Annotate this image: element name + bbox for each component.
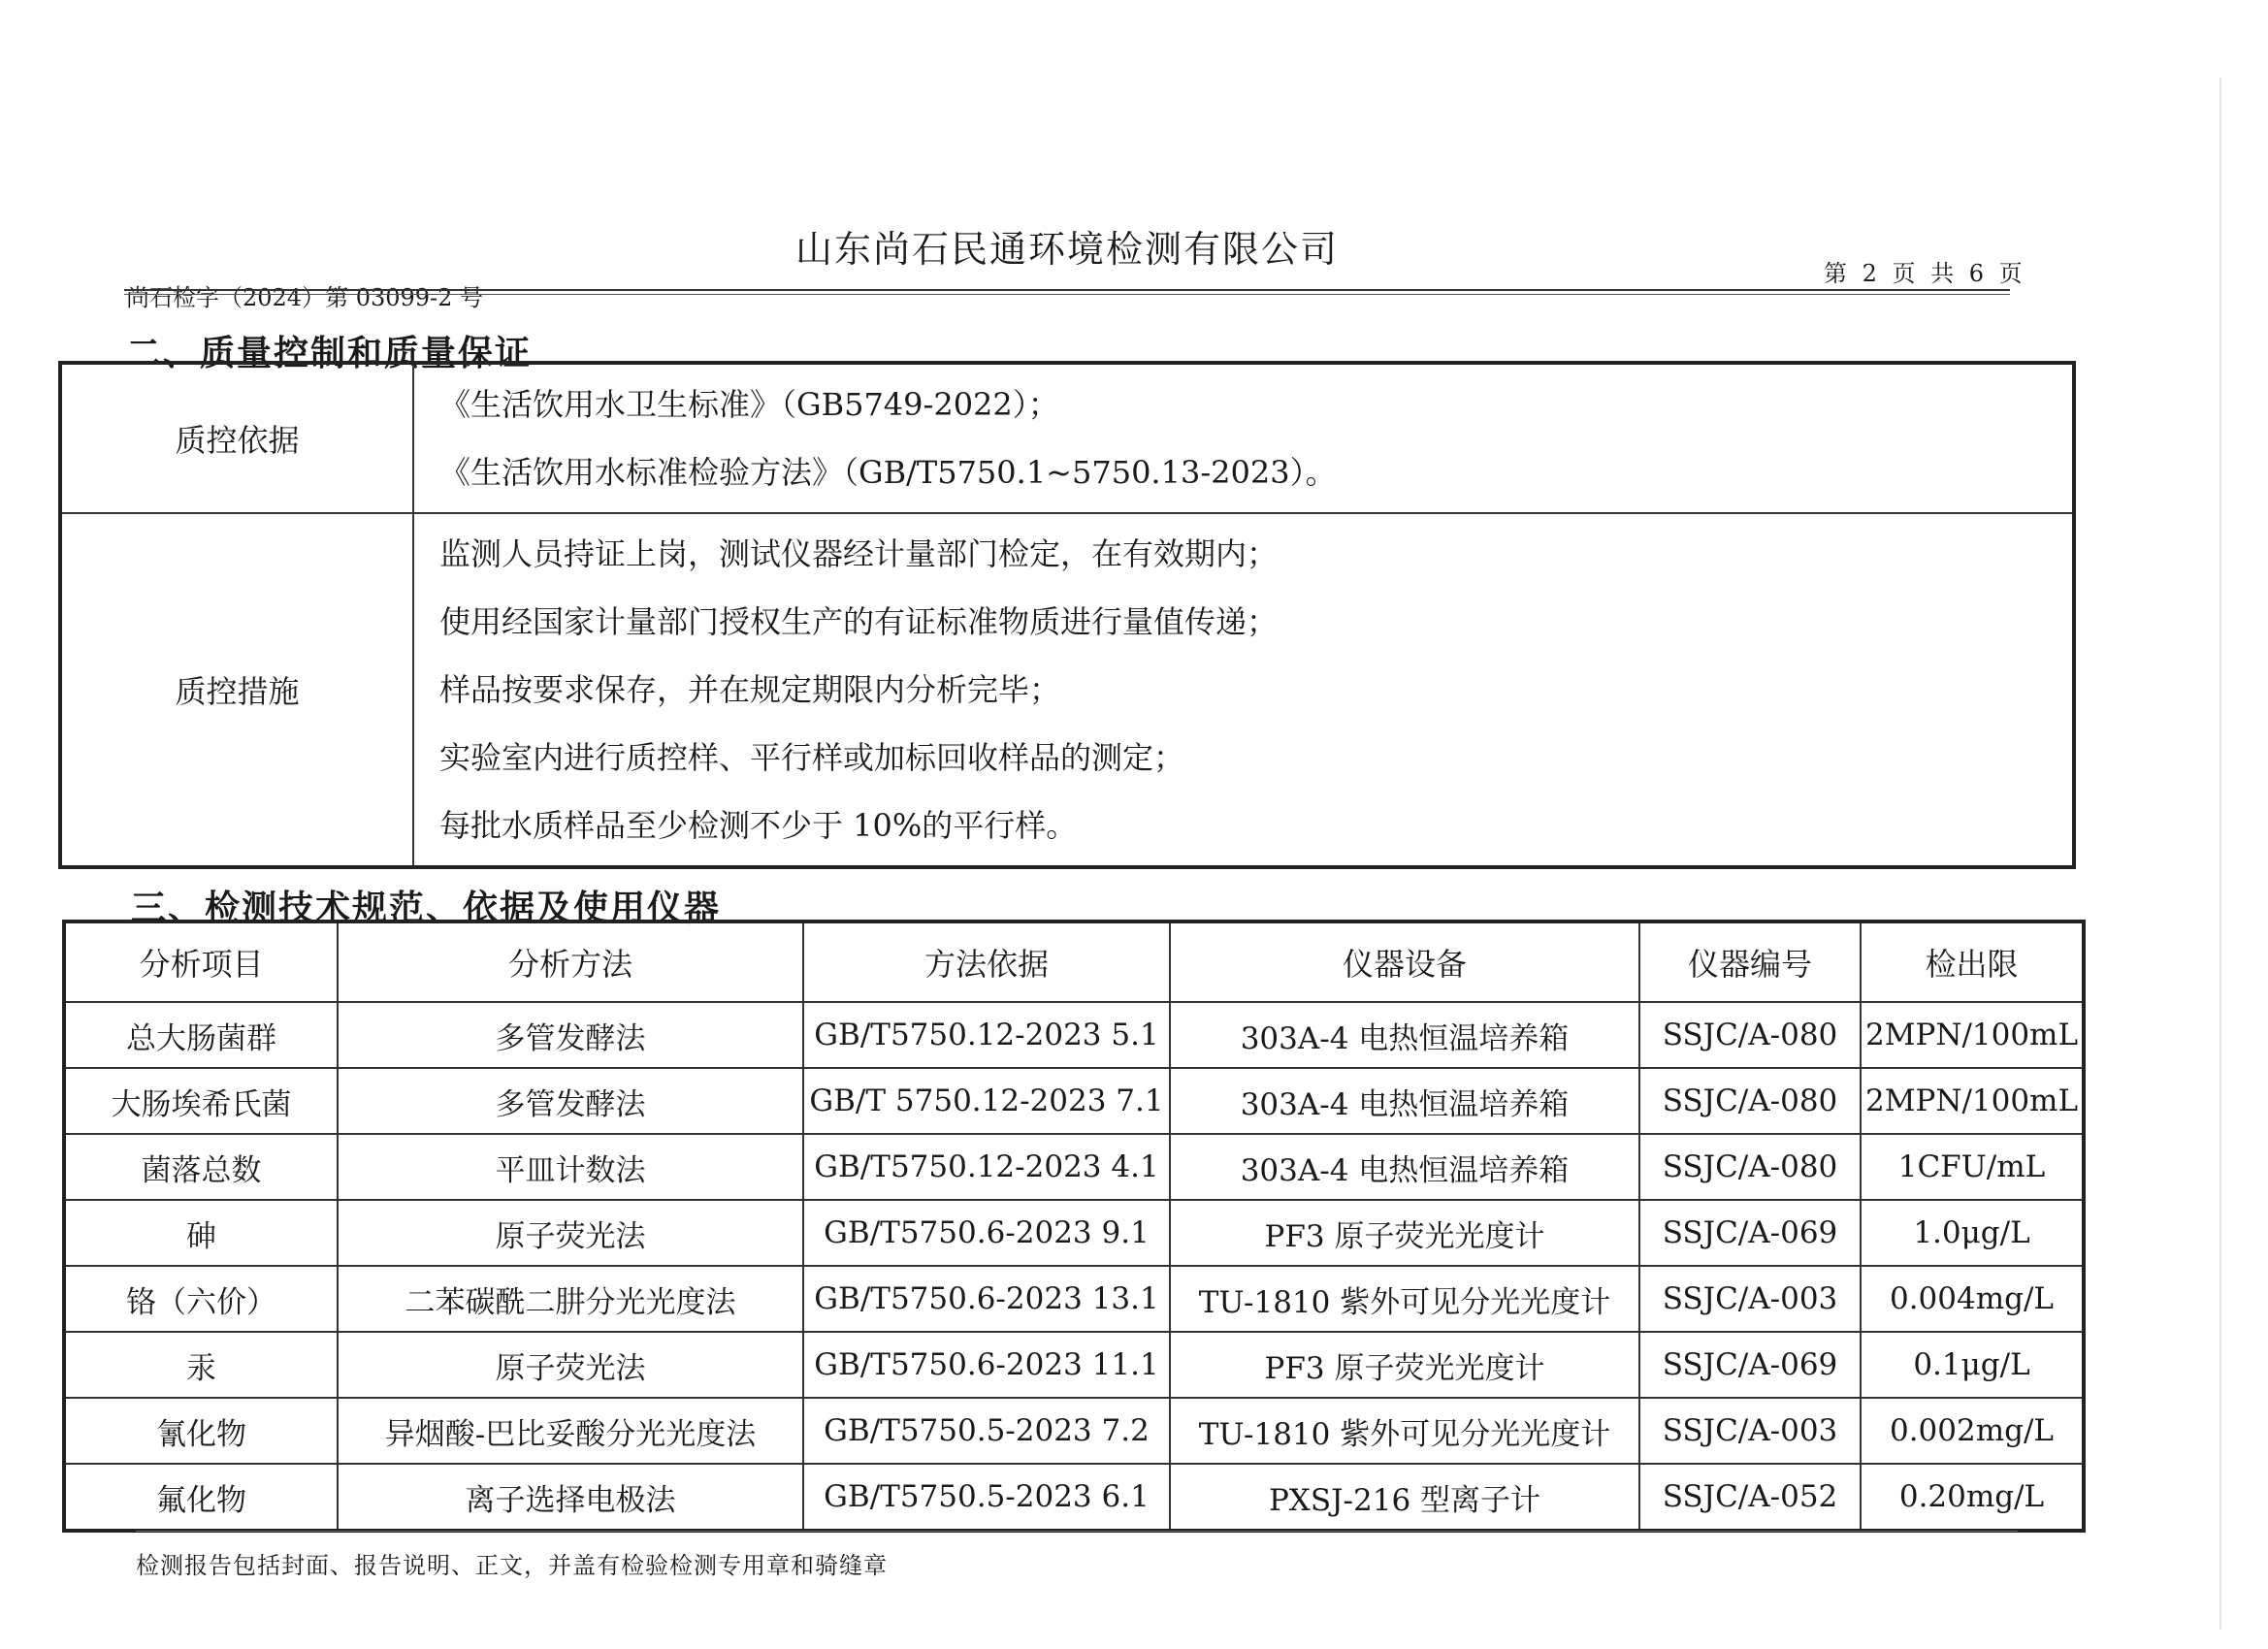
company-name: 山东尚石民通环境检测有限公司 [794,228,1339,271]
report-number: 尚石检字（2024）第 03099-2 号 [126,284,484,311]
qc-measure-line: 样品按要求保存，并在规定期限内分析完毕； [439,671,1061,708]
cell-basis: GB/T5750.5-2023 6.1 [803,1464,1170,1531]
cell-instrument-no: SSJC/A-069 [1639,1200,1861,1266]
cell-method: 原子荧光法 [338,1332,803,1398]
table-row [64,1266,2084,1332]
cell-item: 氰化物 [64,1398,338,1464]
cell-instrument: PXSJ-216 型离子计 [1170,1464,1639,1531]
qc-row-basis [60,363,2074,513]
cell-basis: GB/T 5750.12-2023 7.1 [803,1068,1170,1134]
cell-basis: GB/T5750.6-2023 13.1 [803,1266,1170,1332]
methods-header-row [64,922,2084,1002]
cell-instrument-no: SSJC/A-080 [1639,1068,1861,1134]
cell-instrument: TU-1810 紫外可见分光光度计 [1170,1398,1639,1464]
table-row [64,1332,2084,1398]
cell-instrument: 303A-4 电热恒温培养箱 [1170,1134,1639,1200]
cell-instrument-no: SSJC/A-080 [1639,1002,1861,1068]
cell-item: 大肠埃希氏菌 [64,1068,338,1134]
cell-item: 总大肠菌群 [64,1002,338,1068]
qc-measure-line: 每批水质样品至少检测不少于 10%的平行样。 [439,807,1078,844]
page-number: 第 2 页 共 6 页 [1824,260,2026,287]
cell-method: 平皿计数法 [338,1134,803,1200]
cell-detection-limit: 1.0μg/L [1861,1200,2084,1266]
col-header-item: 分析项目 [64,922,338,1002]
cell-basis: GB/T5750.5-2023 7.2 [803,1398,1170,1464]
cell-item: 氟化物 [64,1464,338,1531]
cell-instrument: TU-1810 紫外可见分光光度计 [1170,1266,1639,1332]
cell-detection-limit: 0.004mg/L [1861,1266,2084,1332]
qc-measure-line: 使用经国家计量部门授权生产的有证标准物质进行量值传递； [439,603,1279,640]
table-row [64,1398,2084,1464]
table-row [64,1134,2084,1200]
qc-content-basis [413,363,2074,513]
quality-control-table [58,361,2076,869]
cell-method: 多管发酵法 [338,1068,803,1134]
col-header-method: 分析方法 [338,922,803,1002]
col-header-detection-limit: 检出限 [1861,922,2084,1002]
section-quality-title: 二、质量控制和质量保证 [126,334,533,373]
cell-instrument-no: SSJC/A-003 [1639,1266,1861,1332]
cell-item: 砷 [64,1200,338,1266]
cell-method: 离子选择电极法 [338,1464,803,1531]
cell-method: 二苯碳酰二肼分光光度法 [338,1266,803,1332]
qc-basis-line: 《生活饮用水卫生标准》（GB5749-2022）； [439,386,1059,423]
cell-detection-limit: 0.20mg/L [1861,1464,2084,1531]
qc-row-measures [60,513,2074,867]
cell-instrument-no: SSJC/A-003 [1639,1398,1861,1464]
cell-basis: GB/T5750.12-2023 5.1 [803,1002,1170,1068]
cell-detection-limit: 0.1μg/L [1861,1332,2084,1398]
table-row [64,1464,2084,1531]
cell-detection-limit: 2MPN/100mL [1861,1002,2084,1068]
header-rule [124,289,2010,291]
cell-item: 铬（六价） [64,1266,338,1332]
cell-instrument: PF3 原子荧光光度计 [1170,1200,1639,1266]
cell-basis: GB/T5750.6-2023 9.1 [803,1200,1170,1266]
cell-instrument: 303A-4 电热恒温培养箱 [1170,1002,1639,1068]
qc-content-measures [413,513,2074,867]
header-rule-thin [124,294,2010,295]
table-row [64,1068,2084,1134]
cell-method: 原子荧光法 [338,1200,803,1266]
cell-basis: GB/T5750.12-2023 4.1 [803,1134,1170,1200]
cell-basis: GB/T5750.6-2023 11.1 [803,1332,1170,1398]
scan-edge-line [2219,78,2221,1630]
qc-label-basis: 质控依据 [60,363,413,513]
qc-basis-line: 《生活饮用水标准检验方法》（GB/T5750.1~5750.13-2023）。 [439,454,1337,491]
col-header-instrument-no: 仪器编号 [1639,922,1861,1002]
cell-instrument: 303A-4 电热恒温培养箱 [1170,1068,1639,1134]
methods-table [62,920,2086,1533]
col-header-instrument: 仪器设备 [1170,922,1639,1002]
cell-detection-limit: 2MPN/100mL [1861,1068,2084,1134]
qc-measure-line: 实验室内进行质控样、平行样或加标回收样品的测定； [439,739,1185,776]
table-row [64,1200,2084,1266]
footnote-rule [136,1531,2018,1532]
cell-item: 菌落总数 [64,1134,338,1200]
footnote: 检测报告包括封面、报告说明、正文，并盖有检验检测专用章和骑缝章 [136,1552,888,1579]
qc-label-measures: 质控措施 [60,513,413,867]
cell-item: 汞 [64,1332,338,1398]
qc-measure-line: 监测人员持证上岗，测试仪器经计量部门检定，在有效期内； [439,535,1279,572]
col-header-basis: 方法依据 [803,922,1170,1002]
cell-method: 多管发酵法 [338,1002,803,1068]
cell-instrument-no: SSJC/A-052 [1639,1464,1861,1531]
cell-instrument: PF3 原子荧光光度计 [1170,1332,1639,1398]
cell-instrument-no: SSJC/A-080 [1639,1134,1861,1200]
cell-method: 异烟酸-巴比妥酸分光光度法 [338,1398,803,1464]
table-row [64,1002,2084,1068]
cell-instrument-no: SSJC/A-069 [1639,1332,1861,1398]
cell-detection-limit: 1CFU/mL [1861,1134,2084,1200]
section-methods-title: 三、检测技术规范、依据及使用仪器 [131,889,722,928]
cell-detection-limit: 0.002mg/L [1861,1398,2084,1464]
